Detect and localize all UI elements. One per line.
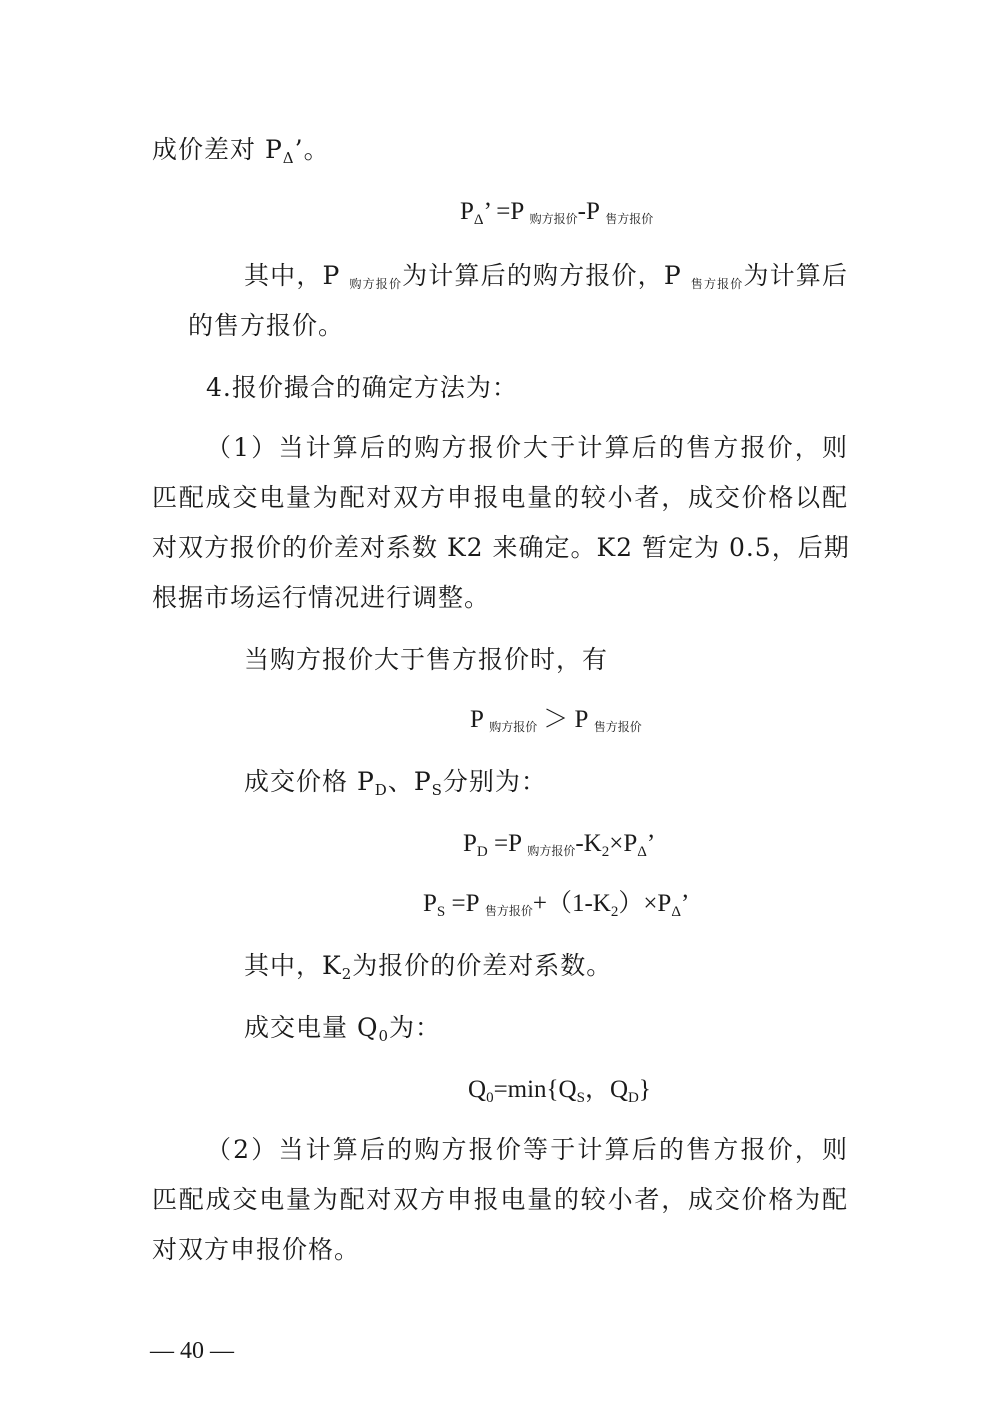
formula-part: } [638,1076,651,1103]
text-line [152,1180,848,1220]
subscript: D [374,781,388,799]
text-span: （1）当计算后的购方报价大于计算后的售方报价，则 [206,433,848,462]
text-span: 、P [387,767,432,796]
formula-q0 [468,1070,651,1118]
formula-part: Q [468,1076,487,1103]
formula-part: P [423,890,437,917]
text-line [152,528,848,568]
text-span: 匹配成交电量为配对双方申报电量的较小者，成交价格以配 [152,483,848,512]
subscript: S [576,1090,585,1106]
subscript: Δ [473,212,484,228]
text-line [152,1230,360,1270]
formula-part: P [463,830,477,857]
formula-part: ’ [681,890,690,917]
text-span: 成价差对 P [152,135,283,164]
text-span: 根据市场运行情况进行调整。 [152,583,491,612]
formula-part: ×P [609,830,638,857]
subscript: 售方报价 [690,277,744,291]
formula-part: ）×P [618,890,672,917]
subscript: S [436,904,446,920]
text-span: 为报价的价差对系数。 [352,951,613,980]
text-span: 对双方申报价格。 [152,1235,361,1264]
text-span: 分别为： [442,767,547,796]
section-heading [206,368,518,408]
subscript: D [628,1090,639,1106]
text-line [244,256,848,304]
text-line [152,130,330,178]
formula-part: ’ [646,830,656,857]
text-line [244,1008,441,1056]
formula-part: -P [577,198,606,225]
formula-part: =P [445,890,485,917]
formula-part: P [470,706,490,733]
formula-price-comparison [470,700,642,747]
text-span: 成交价格 P [244,767,375,796]
text-span: 为： [389,1013,442,1042]
subscript: S [431,781,443,799]
text-span: ’。 [294,135,330,164]
subscript: 0 [486,1090,494,1106]
text-span: 其中，K [244,951,342,980]
formula-part: +（1-K [532,890,611,917]
text-line [244,762,547,810]
text-line [206,428,848,468]
subscript: 0 [378,1027,389,1045]
subscript: Δ [637,844,647,860]
subscript: D [476,844,488,860]
subscript: 购方报价 [489,720,538,734]
text-span: 为计算后 [743,261,848,290]
subscript: Δ [282,149,295,167]
formula-part: P [460,198,474,225]
text-span: 其中，P [244,261,350,290]
formula-part: ’ =P [483,198,530,225]
formula-part: -K [575,830,602,857]
subscript: 2 [601,844,610,860]
formula-part: =min{Q [493,1076,577,1103]
formula-part: ＞ P [543,706,594,733]
subscript: 购方报价 [527,844,576,858]
formula-pd [463,824,655,872]
text-line [188,306,344,346]
text-line [152,478,848,518]
formula-ps [423,884,689,932]
subscript: 购方报价 [349,277,403,291]
text-span: 匹配成交电量为配对双方申报电量的较小者，成交价格为配 [152,1185,848,1214]
text-span: 的售方报价。 [188,311,345,340]
page-number: — 40 — [150,1338,234,1364]
subscript: 售方报价 [605,212,654,226]
subscript: 2 [610,904,619,920]
text-span: 为计算后的购方报价，P [402,261,691,290]
subscript: 售方报价 [593,720,642,734]
subscript: 2 [341,965,353,983]
formula-part: ，Q [584,1076,629,1103]
text-line [244,946,612,994]
text-span: 当购方报价大于售方报价时，有 [244,645,609,674]
text-span: （2）当计算后的购方报价等于计算后的售方报价，则 [206,1135,848,1164]
subscript: 售方报价 [484,904,533,918]
subscript: Δ [671,904,681,920]
subscript: 购方报价 [529,212,578,226]
text-span: 4.报价撮合的确定方法为： [206,373,518,402]
text-line [152,578,490,618]
formula-part: =P [487,830,528,857]
text-line [206,1130,848,1170]
text-span: 对双方报价的价差对系数 K2 来确定。K2 暂定为 0.5，后期 [152,533,850,562]
text-span: 成交电量 Q [244,1013,379,1042]
formula-price-difference [460,192,653,240]
text-line [244,640,608,680]
